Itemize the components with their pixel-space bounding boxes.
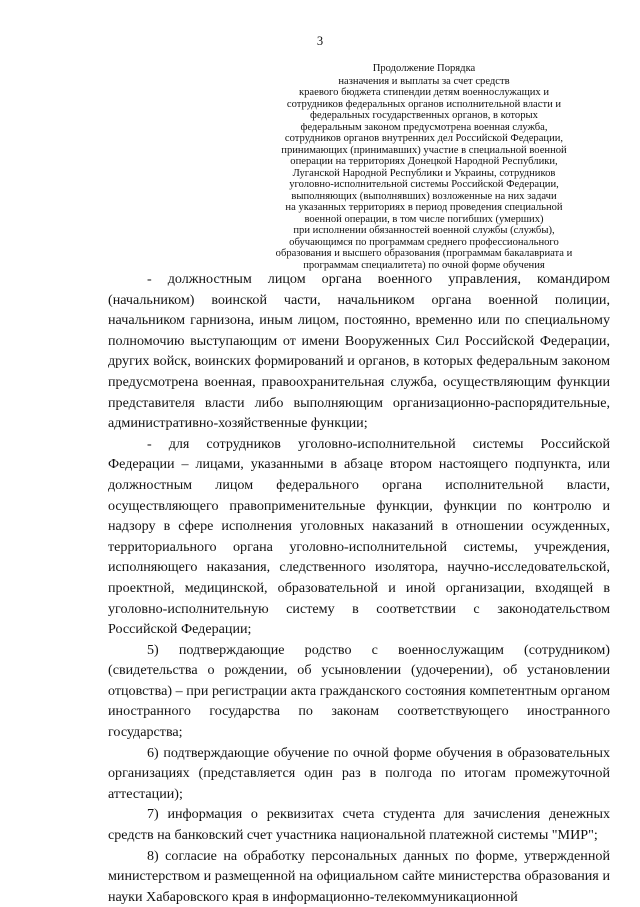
paragraph-item-5-kinship-documents: 5) подтверждающие родство с военнослужащим (сотрудником) (свидетельства о рождении, об усыновлении (удочерении), об установлении отцовства) – при регистрации акта гражданского состояния компетентным органом иностранного государства по законам соответствующего иностранного государства; — [108, 641, 610, 741]
header-line: выполняющих (выполнявших) возложенные на них задачи — [291, 190, 557, 202]
header-line: уголовно-исполнительной системы Российской Федерации, — [289, 179, 559, 190]
page-number: 3 — [316, 34, 324, 48]
document-body — [108, 269, 610, 907]
header-line: при исполнении обязанностей военной службы (службы), — [293, 225, 555, 236]
header-line: Луганской Народной Республики и Украины, сотрудников — [292, 167, 556, 179]
header-line: принимающих (принимавших) участие в специальной военной — [281, 144, 567, 156]
header-line: краевого бюджета стипендии детям военнослужащих и — [298, 87, 550, 98]
paragraph-item-8-data-consent: 8) согласие на обработку персональных данных по форме, утвержденной министерством и размещенной на официальном сайте министерства образования и науки Хабаровского края в информационно-телекоммуникационной — [108, 847, 610, 905]
header-continuation: Продолжение Порядка — [372, 63, 476, 74]
header-line: обучающимся по программам среднего профессионального — [289, 236, 559, 248]
header-line: назначения и выплаты за счет средств — [338, 75, 510, 87]
header-line: программам специалитета) по очной форме обучения — [303, 259, 545, 271]
header-line: на указанных территориях в период проведения специальной — [285, 202, 563, 213]
header-line: операции на территориях Донецкой Народной Республики, — [290, 156, 558, 167]
paragraph-military-officials: - должностным лицом органа военного управления, командиром (начальником) воинской части, начальником органа военной полиции, начальником гарнизона, иным лицом, постоянно, временно или по специальному полномочию выступающим от имени Вооруженных Сил Российской Федерации, других войск, воинских формирований и органов, в которых федеральным законом предусмотрена военная, правоохранительная служба, осуществляющим функции представителя власти либо выполняющим организационно-распорядительные, административно-хозяйственные функции; — [108, 271, 610, 432]
header-line: федеральным законом предусмотрена военная служба, — [300, 121, 548, 133]
header-line: военной операции, в том числе погибших (умерших) — [304, 213, 544, 225]
header-line: сотрудников органов внутренних дел Российской Федерации, — [284, 133, 564, 144]
paragraph-penal-system-officials: - для сотрудников уголовно-исполнительной системы Российской Федерации – лицами, указанными в абзаце втором настоящего подпункта, или должностным лицом федерального органа исполнительной власти, осуществляющего правоприменительные функции, функции по контролю и надзору в сфере исполнения уголовных наказаний в отношении осужденных, территориального органа уголовно-исполнительной системы, учреждения, исполняющего наказания, следственного изолятора, научно-исследовательской, проектной, медицинской, образовательной и иной организации, входящей в уголовно-исполнительную систему в соответствии с законодательством Российской Федерации; — [108, 435, 610, 638]
header-line: федеральных государственных органов, в которых — [310, 110, 538, 121]
paragraph-item-7-bank-details: 7) информация о реквизитах счета студента для зачисления денежных средств на банковский счет участника национальной платежной системы "МИР"; — [108, 806, 610, 844]
document-header — [226, 63, 622, 271]
header-line: образования и высшего образования (программам бакалавриата и — [275, 248, 573, 259]
paragraph-item-6-education-documents: 6) подтверждающие обучение по очной форме обучения в образовательных организациях (представляется один раз в полгода по итогам промежуточной аттестации); — [108, 744, 610, 802]
header-line: сотрудников федеральных органов исполнительной власти и — [286, 98, 562, 110]
